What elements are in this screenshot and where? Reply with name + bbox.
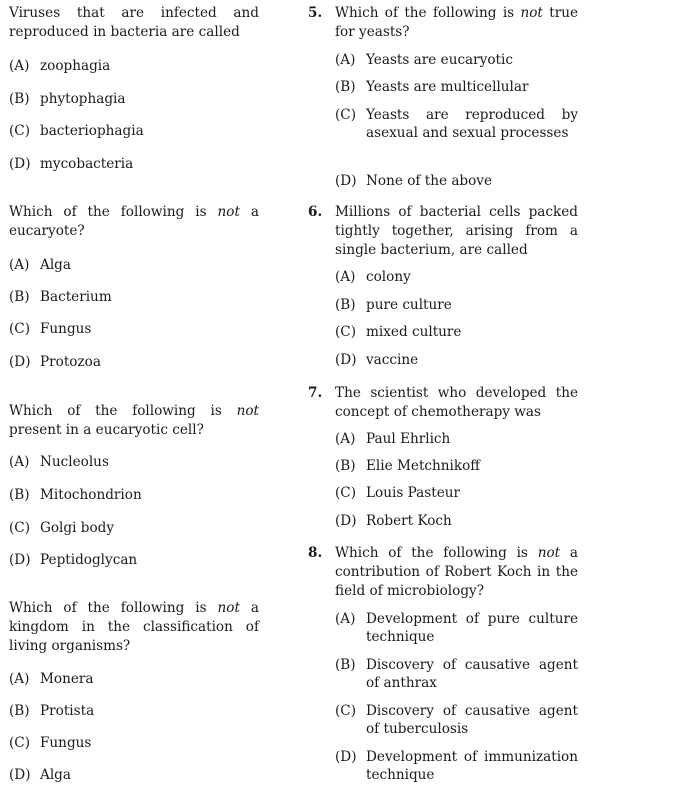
option-text: Discovery of causative agent of tuberculosis xyxy=(366,703,578,737)
option-b xyxy=(335,457,578,475)
question-stem xyxy=(9,203,259,241)
option-text: pure culture xyxy=(366,297,452,313)
option-text: Elie Metchnikoff xyxy=(366,458,480,474)
option-text: Nucleolus xyxy=(40,454,109,470)
option-letter: (B) xyxy=(9,487,30,503)
option-d xyxy=(335,172,578,190)
question-number: 5. xyxy=(308,5,323,21)
option-text: Louis Pasteur xyxy=(366,485,460,501)
stem-text: Which of the following is xyxy=(9,403,237,419)
option-d xyxy=(335,351,578,369)
question-stem xyxy=(9,402,259,440)
option-letter: (A) xyxy=(9,257,30,273)
option-text: Golgi body xyxy=(40,520,115,536)
option-letter: (A) xyxy=(9,454,30,470)
option-a xyxy=(335,51,578,69)
question-3 xyxy=(9,402,259,568)
option-letter: (D) xyxy=(9,767,31,783)
option-d xyxy=(335,512,578,530)
stem-text: a eucaryote? xyxy=(9,204,259,239)
option-text: zoophagia xyxy=(40,58,111,74)
option-text: bacteriophagia xyxy=(40,123,144,139)
option-text: Mitochondrion xyxy=(40,487,142,503)
option-text: Protista xyxy=(40,703,95,719)
stem-text: present in a eucaryotic cell? xyxy=(9,422,204,438)
option-d xyxy=(9,551,259,569)
emphasis-not: not xyxy=(520,5,543,21)
question-number: 7. xyxy=(308,385,323,401)
option-b xyxy=(335,296,578,314)
option-text: Monera xyxy=(40,671,94,687)
option-letter: (C) xyxy=(335,703,357,719)
option-letter: (C) xyxy=(9,520,31,536)
option-c xyxy=(9,734,259,752)
question-stem xyxy=(308,544,578,601)
option-text: Peptidoglycan xyxy=(40,552,138,568)
question-2 xyxy=(9,203,259,370)
stem-text: Which of the following is xyxy=(9,600,218,616)
option-letter: (D) xyxy=(335,513,357,529)
option-b xyxy=(335,78,578,96)
question-number: 8. xyxy=(308,545,323,561)
option-text: Protozoa xyxy=(40,354,101,370)
question-stem xyxy=(308,203,578,260)
option-letter: (B) xyxy=(9,703,30,719)
option-letter: (D) xyxy=(9,552,31,568)
option-letter: (C) xyxy=(9,123,31,139)
option-text: mycobacteria xyxy=(40,156,134,172)
option-letter: (B) xyxy=(335,297,356,313)
option-letter: (C) xyxy=(335,107,357,123)
option-b xyxy=(9,288,259,306)
question-stem xyxy=(9,599,259,656)
option-b xyxy=(335,656,578,692)
option-d xyxy=(335,748,578,784)
option-text: Yeasts are multicellular xyxy=(366,79,529,95)
option-letter: (A) xyxy=(9,58,30,74)
option-text: Bacterium xyxy=(40,289,112,305)
option-letter: (D) xyxy=(335,173,357,189)
emphasis-not: not xyxy=(537,545,561,561)
option-c xyxy=(335,702,578,738)
option-a xyxy=(9,670,259,688)
option-letter: (D) xyxy=(335,749,357,765)
option-letter: (C) xyxy=(9,321,31,337)
option-letter: (D) xyxy=(9,354,31,370)
stem-text: The scientist who developed the concept of chemotherapy was xyxy=(335,385,578,420)
emphasis-not: not xyxy=(236,403,259,419)
option-letter: (C) xyxy=(9,735,31,751)
option-letter: (B) xyxy=(335,458,356,474)
option-text: Development of immunization technique xyxy=(366,749,578,783)
option-letter: (B) xyxy=(335,657,356,673)
stem-text: a kingdom in the classification of living organisms? xyxy=(9,600,259,654)
option-letter: (C) xyxy=(335,324,357,340)
option-text: Alga xyxy=(40,257,71,273)
emphasis-not: not xyxy=(217,600,240,616)
option-text: Yeasts are reproduced by asexual and sexual processes xyxy=(366,107,578,141)
option-c xyxy=(9,519,259,537)
stem-text: Viruses that are infected and reproduced in bacteria are called xyxy=(9,5,259,40)
option-text: mixed culture xyxy=(366,324,462,340)
option-letter: (B) xyxy=(335,79,356,95)
option-a xyxy=(335,430,578,448)
option-b xyxy=(9,90,259,108)
option-text: vaccine xyxy=(366,352,419,368)
option-d xyxy=(9,766,259,784)
option-c xyxy=(9,122,259,140)
option-text: Paul Ehrlich xyxy=(366,431,451,447)
option-letter: (A) xyxy=(9,671,30,687)
option-b xyxy=(9,702,259,720)
option-c xyxy=(335,484,578,502)
question-stem xyxy=(308,4,578,42)
option-text: Fungus xyxy=(40,321,92,337)
question-8 xyxy=(308,544,578,783)
option-letter: (D) xyxy=(9,156,31,172)
stem-text: true for yeasts? xyxy=(335,5,578,40)
option-a xyxy=(9,57,259,75)
option-a xyxy=(335,610,578,646)
option-text: Alga xyxy=(40,767,71,783)
option-d xyxy=(9,353,259,371)
question-number: 6. xyxy=(308,204,323,220)
option-letter: (B) xyxy=(9,91,30,107)
option-text: Robert Koch xyxy=(366,513,452,529)
question-7 xyxy=(308,384,578,529)
option-text: colony xyxy=(366,269,411,285)
option-letter: (C) xyxy=(335,485,357,501)
option-a xyxy=(9,256,259,274)
stem-text: Which of the following is xyxy=(9,204,218,220)
question-4 xyxy=(9,599,259,783)
question-5 xyxy=(308,4,578,189)
option-letter: (A) xyxy=(335,431,356,447)
option-letter: (A) xyxy=(335,269,356,285)
option-d xyxy=(9,155,259,173)
question-stem xyxy=(9,4,259,42)
emphasis-not: not xyxy=(217,204,240,220)
option-text: Discovery of causative agent of anthrax xyxy=(366,657,578,691)
option-text: phytophagia xyxy=(40,91,126,107)
option-letter: (A) xyxy=(335,611,356,627)
stem-text: Millions of bacterial cells packed tightly together, arising from a single bacterium, are called xyxy=(335,204,578,258)
stem-text: Which of the following is xyxy=(335,545,538,561)
option-text: None of the above xyxy=(366,173,493,189)
option-letter: (B) xyxy=(9,289,30,305)
option-letter: (D) xyxy=(335,352,357,368)
option-a xyxy=(335,268,578,286)
option-c xyxy=(335,323,578,341)
stem-text: a contribution of Robert Koch in the field of microbiology? xyxy=(335,545,578,599)
question-1 xyxy=(9,4,259,172)
option-text: Yeasts are eucaryotic xyxy=(366,52,513,68)
question-6 xyxy=(308,203,578,368)
option-a xyxy=(9,453,259,471)
option-letter: (A) xyxy=(335,52,356,68)
option-b xyxy=(9,486,259,504)
stem-text: Which of the following is xyxy=(335,5,521,21)
option-text: Fungus xyxy=(40,735,92,751)
option-c xyxy=(335,106,578,142)
question-stem xyxy=(308,384,578,422)
option-c xyxy=(9,320,259,338)
option-text: Development of pure culture technique xyxy=(366,611,578,645)
